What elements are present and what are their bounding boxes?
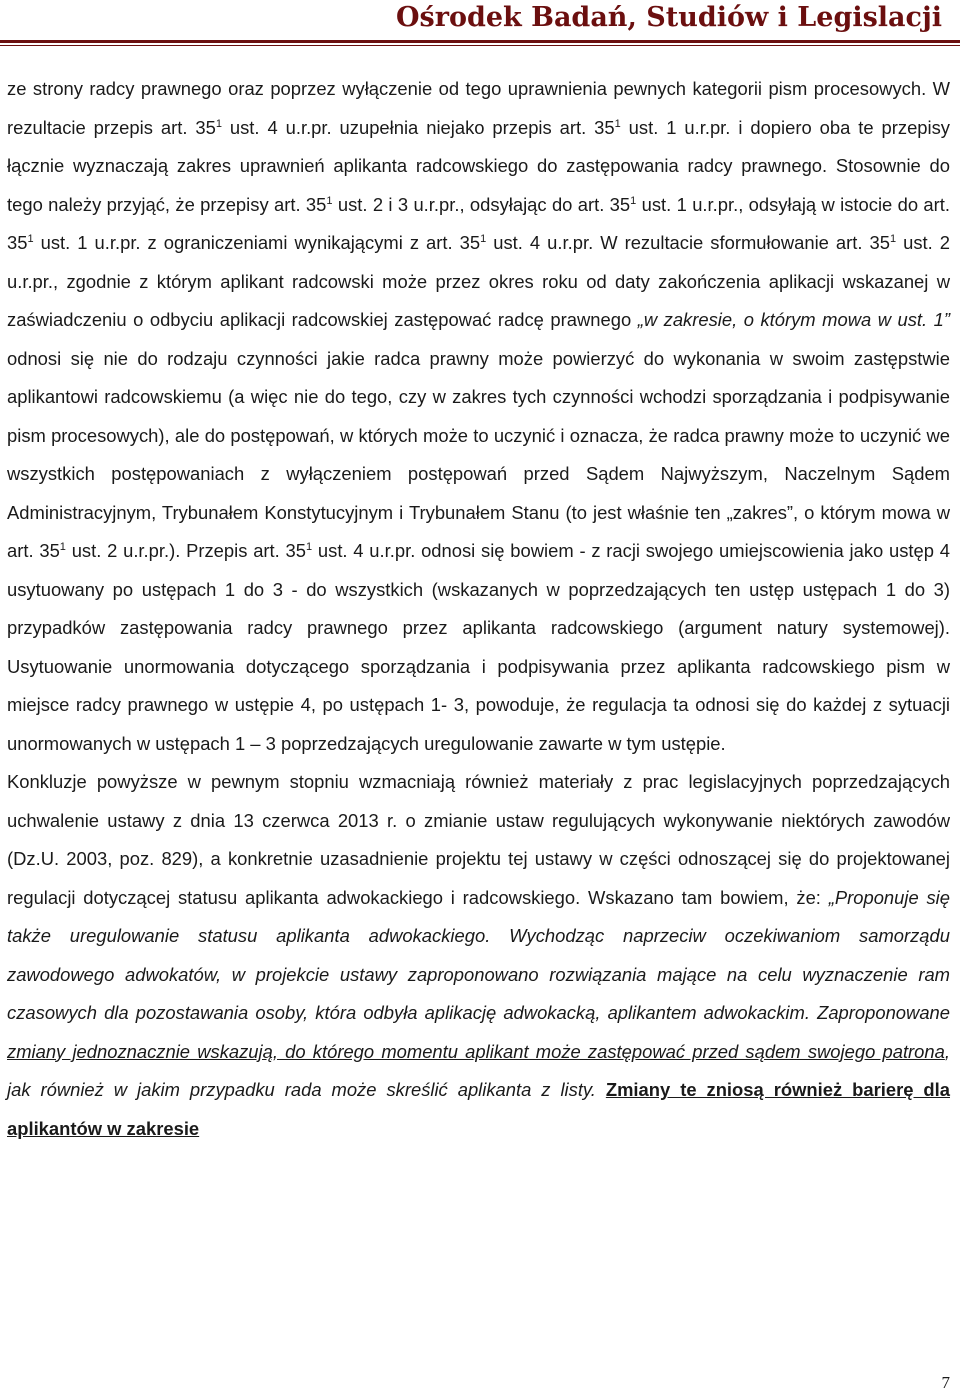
text-run: ust. 1 u.r.pr. z ograniczeniami wynikającymi z art. 35 [33,232,481,253]
superscript: 1 [630,194,637,207]
text-run: ust. 1 u.r.pr., odsyłają w istocie do art. 35 [7,193,950,253]
quoted-phrase: „w zakresie, o którym mowa w ust. 1” [637,309,951,330]
paragraph [7,70,950,763]
superscript: 1 [889,233,897,245]
superscript: 1 [27,233,34,245]
text-run: ust. 2 u.r.pr., zgodnie z którym aplikant radcowski może przez okres roku od daty zakończenia aplikacji wskazanej w zaświadczeniu o odbyciu aplikacji radcowskiej zastępować radcę prawnego [7,232,950,330]
superscript: 1 [59,541,66,553]
underlined-quotation: zmiany jednoznacznie wskazują, do którego momentu aplikant może zastępować przed sądem swojego patrona [7,1040,945,1062]
text-run: odnosi się nie do rodzaju czynności jakie radca prawny może powierzyć do wykonania w swoim zastępstwie aplikantowi radcowskiemu (a więc nie do tego, czy w zakres tych czynności wchodzi sporządzania i podpisywanie pism procesowych), ale do postępowań, w których może to uczynić i oznacza, że radca prawny może to uczynić we wszystkich postępowaniach z wyłączeniem postępowań przed Sądem Najwyższym, Naczelnym Sądem Administracyjnym, Trybunałem Konstytucyjnym i Trybunałem Stanu (to jest właśnie ten „zakres”, o którym mowa w art. 35 [7,347,950,561]
text-run: ust. 4 u.r.pr. uzupełnia niejako przepis art. 35 [221,116,615,138]
text-run: ust. 2 i 3 u.r.pr., odsyłając do art. 35 [332,193,631,215]
text-run: ust. 1 u.r.pr. i dopiero oba te przepisy łącznie wyznaczają zakres uprawnień aplikanta radcowskiego do zastępowania radcy prawnego. Stosownie do tego należy przyjąć, że przepisy art. 35 [7,116,950,215]
header-divider-thin [0,45,960,46]
superscript: 1 [306,541,313,553]
text-run: ze strony radcy prawnego oraz poprzez wyłączenie od tego uprawnienia pewnych kategorii pism procesowych. W rezultacie przepis art. 35 [7,78,950,138]
quotation: „Proponuje się także uregulowanie statusu aplikanta adwokackiego. Wychodząc naprzeciw oczekiwaniom samorządu zawodowego adwokatów, w projekcie ustawy zaproponowano rozwiązania mające na celu wyznaczenie ram czasowych dla pozostawania osoby, która odbyła aplikację adwokacką, aplikantem adwokackim. Zaproponowane [7,886,950,1023]
superscript: 1 [215,117,222,130]
superscript: 1 [614,117,621,130]
superscript: 1 [326,194,333,207]
text-run: Konkluzje powyższe w pewnym stopniu wzmacniają również materiały z prac legislacyjnych poprzedzających uchwalenie ustawy z dnia 13 czerwca 2013 r. o zmianie ustaw regulujących wykonywanie niektórych zawodów (Dz.U. 2003, poz. 829), a konkretnie uzasadnienie projektu tej ustawy w części odnoszącej się do projektowanej regulacji dotyczącej statusu aplikanta adwokackiego i radcowskiego. Wskazano tam bowiem, że: [7,771,950,908]
paragraph [7,763,950,1148]
text-run: ust. 2 u.r.pr.). Przepis art. 35 [65,540,306,561]
text-run: ust. 4 u.r.pr. W rezultacie sformułowanie art. 35 [486,232,890,253]
document-body [7,70,950,1148]
header-divider [0,40,960,43]
page-number: 7 [941,1373,950,1392]
superscript: 1 [480,233,487,245]
header-title: Ośrodek Badań, Studiów i Legislacji [396,2,942,33]
bold-underlined-quotation: Zmiany te zniosą również barierę dla aplikantów w zakresie [7,1079,950,1139]
quotation: , jak również w jakim przypadku rada może skreślić aplikanta z listy. [7,1040,950,1100]
text-run: ust. 4 u.r.pr. odnosi się bowiem - z racji swojego umiejscowienia jako ustęp 4 usytuowany po ustępach 1 do 3 - do wszystkich (wskazanych w poprzedzających ten ustęp ustępach 1 do 3) przypadków zastępowania radcy prawnego przez aplikanta radcowskiego (argument natury systemowej). Usytuowanie unormowania dotyczącego sporządzania i podpisywania przez aplikanta radcowskiego pism w miejsce radcy prawnego w ustępie 4, po ustępach 1- 3, powoduje, że regulacja ta odnosi się do każdej z sytuacji unormowanych w ustępach 1 – 3 poprzedzających uregulowanie zawarte w tym ustępie. [7,540,950,754]
